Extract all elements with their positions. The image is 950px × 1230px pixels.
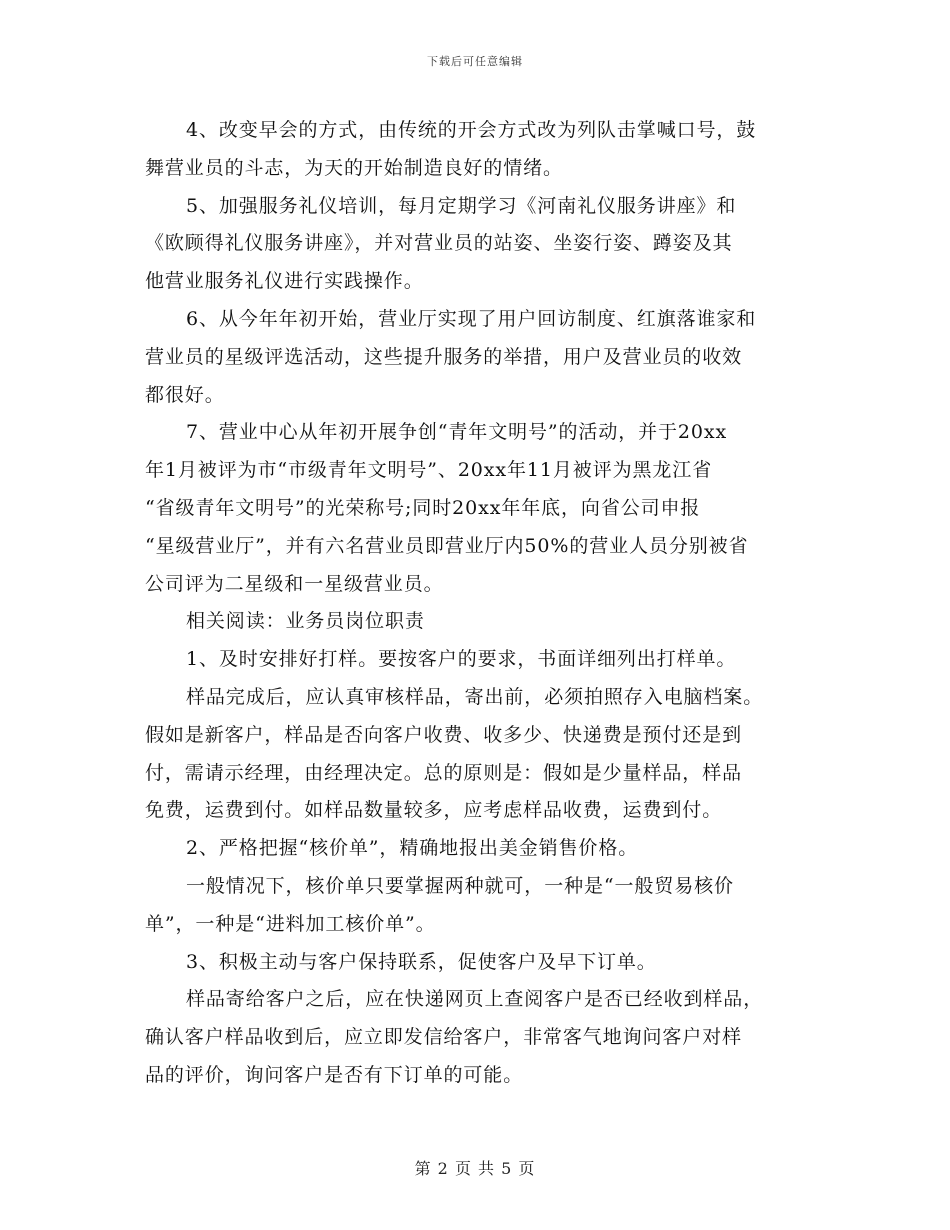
- text-line: 3、积极主动与客户保持联系，促使客户及早下订单。: [186, 950, 657, 973]
- paragraph: [145, 981, 805, 1094]
- text-line: 一般情况下，核价单只要掌握两种就可，一种是“一般贸易核价: [186, 874, 734, 897]
- text-line: 7、营业中心从年初开展争创“青年文明号”的活动，并于20xx: [186, 421, 728, 444]
- text-line: 品的评价，询问客户是否有下订单的可能。: [145, 1063, 524, 1086]
- paragraph: [145, 830, 805, 868]
- paragraph: [145, 112, 805, 188]
- page-header: 下载后可任意编辑: [427, 55, 523, 68]
- page-number: 第 2 页 共 5 页: [414, 1159, 536, 1178]
- text-line: “星级营业厅”，并有六名营业员即营业厅内50%的营业人员分别被省: [145, 534, 749, 557]
- paragraph: [145, 641, 805, 679]
- text-line: 2、严格把握“核价单”，精确地报出美金销售价格。: [186, 837, 639, 860]
- text-line: 营业员的星级评选活动，这些提升服务的举措，用户及营业员的收效: [145, 345, 743, 368]
- text-line: 1、及时安排好打样。要按客户的要求，书面详细列出打样单。: [186, 648, 737, 671]
- paragraph: [145, 414, 805, 603]
- text-line: 免费，运费到付。如样品数量较多，应考虑样品收费，运费到付。: [145, 799, 723, 822]
- text-line: 付，需请示经理，由经理决定。总的原则是：假如是少量样品，样品: [145, 761, 743, 784]
- paragraph: [145, 188, 805, 301]
- text-line: 样品寄给客户之后，应在快递网页上查阅客户是否已经收到样品，: [186, 988, 764, 1011]
- paragraph: [145, 868, 805, 944]
- text-line: 6、从今年年初开始，营业厅实现了用户回访制度、红旗落谁家和: [186, 307, 757, 330]
- paragraph: [145, 679, 805, 830]
- text-line: 相关阅读：业务员岗位职责: [186, 610, 425, 633]
- text-line: 都很好。: [145, 383, 225, 406]
- text-line: 他营业服务礼仪进行实践操作。: [145, 270, 424, 293]
- text-line: 确认客户样品收到后，应立即发信给客户，非常客气地询问客户对样: [145, 1026, 743, 1049]
- text-line: 假如是新客户，样品是否向客户收费、收多少、快递费是预付还是到: [145, 723, 743, 746]
- paragraph: [145, 944, 805, 982]
- text-line: 4、改变早会的方式，由传统的开会方式改为列队击掌喊口号，鼓: [186, 119, 757, 141]
- text-line: 公司评为二星级和一星级营业员。: [145, 572, 444, 595]
- document-body: [145, 112, 805, 1095]
- text-line: 舞营业员的斗志，为天的开始制造良好的情绪。: [145, 156, 563, 179]
- paragraph: [145, 301, 805, 414]
- text-line: 年1月被评为市“市级青年文明号”、20xx年11月被评为黑龙江省: [145, 459, 713, 482]
- text-line: 《欧顾得礼仪服务讲座》，并对营业员的站姿、坐姿行姿、蹲姿及其: [145, 232, 733, 255]
- text-line: 样品完成后，应认真审核样品，寄出前，必须拍照存入电脑档案。: [186, 685, 764, 708]
- text-line: 5、加强服务礼仪培训，每月定期学习《河南礼仪服务讲座》和: [186, 194, 737, 217]
- text-line: “省级青年文明号”的光荣称号;同时20xx年年底，向省公司申报: [145, 496, 701, 519]
- text-line: 单”，一种是“进料加工核价单”。: [145, 912, 436, 935]
- paragraph: [145, 603, 805, 641]
